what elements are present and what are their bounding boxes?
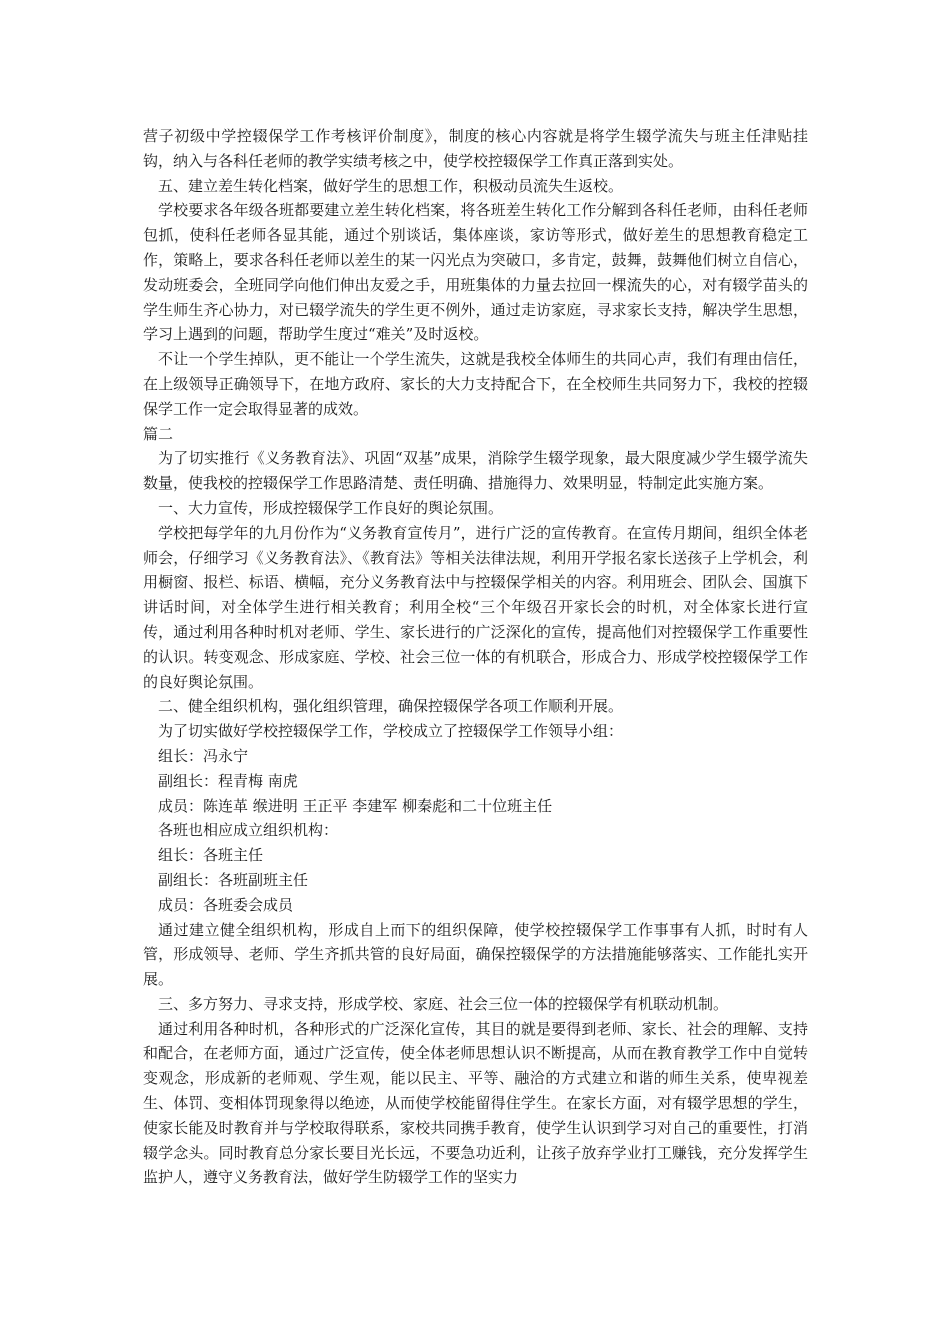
paragraph: 通过利用各种时机，各种形式的广泛深化宣传，其目的就是要得到老师、家长、社会的理解、支持和配合，在老师方面，通过广泛宣传，使全体老师思想认识不断提高，从而在教育教学工作中自觉转变观念，形成新的老师观、学生观，能以民主、平等、融洽的方式建立和谐的师生关系，使卑视差生、体罚、变相体罚现象得以绝迹，从而使学校能留得住学生。在家长方面，对有辍学思想的学生，使家长能及时教育并与学校取得联系，家校共同携手教育，使学生认识到学习对自己的重要性，打消辍学念头。同时教育总分家长要目光长远，不要急功近利，让孩子放弃学业打工赚钱，充分发挥学生监护人，遵守义务教育法，做好学生防辍学工作的坚实力 — [143, 1019, 808, 1187]
paragraph: 为了切实做好学校控辍保学工作，学校成立了控辍保学工作领导小组： — [158, 722, 624, 741]
list-item: 组长：冯永宁 — [158, 746, 249, 765]
list-item: 副组长：程青梅 南虎 — [158, 771, 298, 790]
list-item: 副组长：各班副班主任 — [158, 870, 309, 889]
section-heading-2: 二、健全组织机构，强化组织管理，确保控辍保学各项工作顺利开展。 — [158, 697, 624, 716]
paragraph: 不让一个学生掉队，更不能让一个学生流失，这就是我校全体师生的共同心声，我们有理由信任，在上级领导正确领导下，在地方政府、家长的大力支持配合下，在全校师生共同努力下，我校的控辍保学工作一定会取得显著的成效。 — [143, 350, 808, 418]
paragraph-continuation: 营子初级中学控辍保学工作考核评价制度》，制度的核心内容就是将学生辍学流失与班主任津贴挂钩，纳入与各科任老师的教学实绩考核之中，使学校控辍保学工作真正落到实处。 — [143, 127, 808, 170]
section-heading-5: 五、建立差生转化档案，做好学生的思想工作，积极动员流失生返校。 — [158, 176, 624, 195]
list-item: 成员：各班委会成员 — [158, 895, 294, 914]
document-page — [143, 124, 808, 1190]
part-title: 篇二 — [143, 424, 174, 443]
section-heading-1: 一、大力宣传，形成控辍保学工作良好的舆论氛围。 — [158, 498, 504, 517]
paragraph: 学校要求各年级各班都要建立差生转化档案，将各班差生转化工作分解到各科任老师，由科任老师包抓，使科任老师各显其能，通过个别谈话，集体座谈，家访等形式，做好差生的思想教育稳定工作，策略上，要求各科任老师以差生的某一闪光点为突破口，多肯定，鼓舞，鼓舞他们树立自信心，发动班委会，全班同学向他们伸出友爱之手，用班集体的力量去拉回一棵流失的心，对有辍学苗头的学生师生齐心协力，对已辍学流失的学生更不例外，通过走访家庭，寻求家长支持，解决学生思想，学习上遇到的问题，帮助学生度过“难关”及时返校。 — [143, 201, 808, 344]
paragraph: 通过建立健全组织机构，形成自上而下的组织保障，使学校控辍保学工作事事有人抓，时时有人管，形成领导、老师、学生齐抓共管的良好局面，确保控辍保学的方法措施能够落实、工作能扎实开展。 — [143, 920, 808, 989]
section-heading-3: 三、多方努力、寻求支持，形成学校、家庭、社会三位一体的控辍保学有机联动机制。 — [158, 994, 729, 1013]
paragraph: 各班也相应成立组织机构： — [158, 821, 339, 840]
list-item: 成员：陈连革 缑进明 王正平 李建军 柳秦彪和二十位班主任 — [158, 796, 553, 815]
paragraph: 为了切实推行《义务教育法》、巩固“双基”成果，消除学生辍学现象，最大限度减少学生辍学流失数量，使我校的控辍保学工作思路清楚、责任明确、措施得力、效果明显，特制定此实施方案。 — [143, 449, 808, 493]
list-item: 组长：各班主任 — [158, 846, 264, 865]
paragraph: 学校把每学年的九月份作为“义务教育宣传月”，进行广泛的宣传教育。在宣传月期间，组织全体老师会，仔细学习《义务教育法》、《教育法》等相关法律法规，利用开学报名家长送孩子上学机会，利用橱窗、报栏、标语、横幅，充分义务教育法中与控辍保学相关的内容。利用班会、团队会、国旗下讲话时间，对全体学生进行相关教育；利用全校“三个年级召开家长会的时机，对全体家长进行宣传，通过利用各种时机对老师、学生、家长进行的广泛深化的宣传，提高他们对控辍保学工作重要性的认识。转变观念、形成家庭、学校、社会三位一体的有机联合，形成合力、形成学校控辍保学工作的良好舆论氛围。 — [143, 523, 808, 691]
